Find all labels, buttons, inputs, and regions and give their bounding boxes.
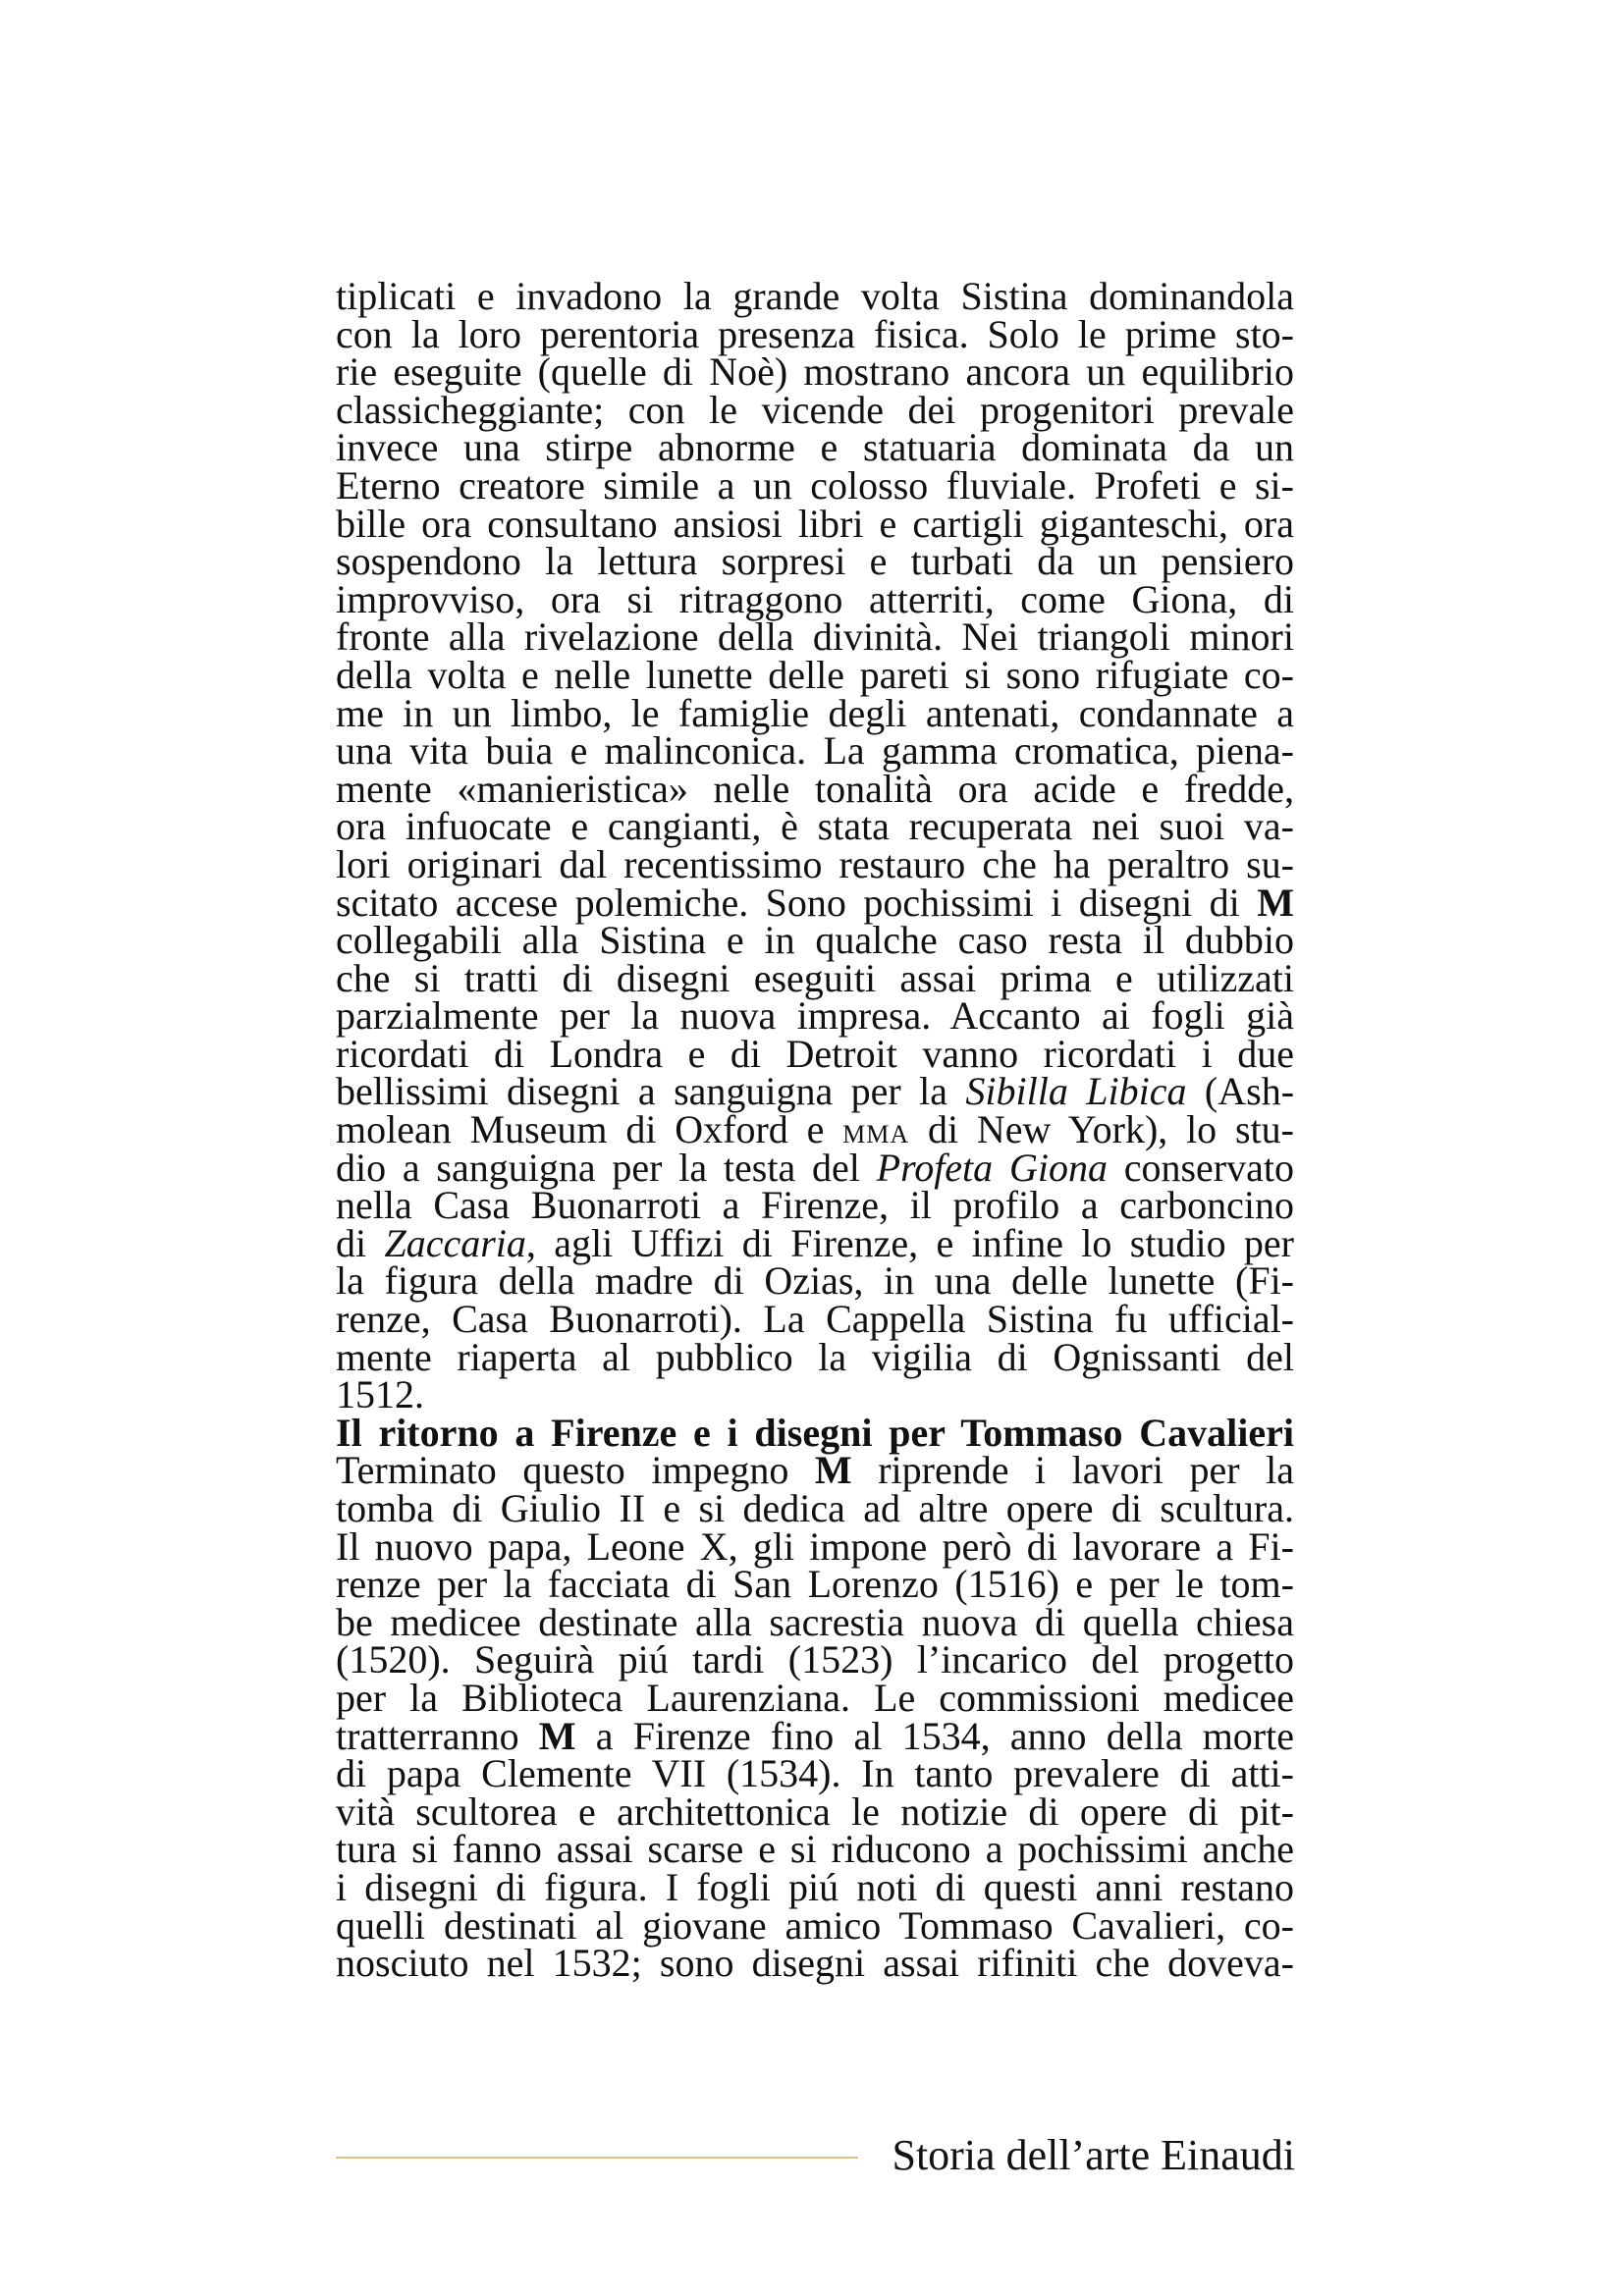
text-segment: di New York), lo stu- bbox=[909, 1107, 1294, 1152]
text-line: classicheggiante; con le vicende dei progenitori prevale bbox=[336, 387, 1294, 432]
text-line: collegabili alla Sistina e in qualche caso resta il dubbio bbox=[336, 918, 1294, 963]
text-segment: bellissimi disegni a sanguigna per la bbox=[336, 1069, 966, 1114]
text-line: Eterno creatore simile a un colosso fluviale. Profeti e si- bbox=[336, 462, 1294, 507]
text-line: sospendono la lettura sorpresi e turbati da un pensiero bbox=[336, 539, 1294, 584]
text-line: tomba di Giulio II e si dedica ad altre opere di scultura. bbox=[336, 1486, 1294, 1530]
text-line bbox=[336, 1220, 1294, 1265]
text-line: renze, Casa Buonarroti). La Cappella Sistina fu ufficial- bbox=[336, 1297, 1294, 1342]
text-line bbox=[336, 1145, 1294, 1190]
text-segment: riprende i lavori per la bbox=[851, 1448, 1294, 1493]
author-abbreviation: M bbox=[538, 1713, 576, 1758]
text-line: be medicee destinate alla sacrestia nuova di quella chiesa bbox=[336, 1599, 1294, 1644]
text-line: mente riaperta al pubblico la vigilia di Ognissanti del bbox=[336, 1334, 1294, 1379]
text-line: nella Casa Buonarroti a Firenze, il profilo a carboncino bbox=[336, 1183, 1294, 1228]
text-line: i disegni di figura. I fogli piú noti di questi anni restano bbox=[336, 1864, 1294, 1909]
text-line: 1512. bbox=[336, 1372, 424, 1417]
text-line: invece una stirpe abnorme e statuaria dominata da un bbox=[336, 425, 1294, 470]
text-line: per la Biblioteca Laurenziana. Le commissioni medicee bbox=[336, 1675, 1294, 1720]
body-text bbox=[336, 274, 1295, 1986]
text-line bbox=[336, 1448, 1294, 1493]
section-heading: Il ritorno a Firenze e i disegni per Tommaso Cavalieri bbox=[336, 1410, 1294, 1455]
text-line: (1520). Seguirà piú tardi (1523) l’incarico del progetto bbox=[336, 1637, 1294, 1682]
text-segment: molean Museum di Oxford e bbox=[336, 1107, 843, 1152]
text-line bbox=[336, 880, 1294, 925]
text-segment: a Firenze fino al 1534, anno della morte bbox=[575, 1713, 1294, 1758]
text-line: tura si fanno assai scarse e si riducono a pochissimi anche bbox=[336, 1827, 1294, 1872]
text-line: me in un limbo, le famiglie degli antenati, condannate a bbox=[336, 690, 1294, 735]
text-segment: scitato accese polemiche. Sono pochissimi i disegni di bbox=[336, 880, 1258, 925]
museum-abbreviation: MMA bbox=[842, 1120, 910, 1149]
text-line: quelli destinati al giovane amico Tommaso Cavalieri, co- bbox=[336, 1902, 1294, 1948]
text-line: vità scultorea e architettonica le notizie di opere di pit- bbox=[336, 1789, 1294, 1834]
text-line bbox=[336, 1107, 1294, 1152]
author-abbreviation: M bbox=[1257, 880, 1294, 925]
text-segment: Terminato questo impegno bbox=[336, 1448, 815, 1493]
text-segment: conservato bbox=[1107, 1145, 1294, 1190]
text-line: nosciuto nel 1532; sono disegni assai rifiniti che doveva- bbox=[336, 1941, 1294, 1986]
text-line: renze per la facciata di San Lorenzo (1516) e per le tom- bbox=[336, 1562, 1294, 1607]
text-line bbox=[336, 1069, 1295, 1114]
text-line bbox=[336, 1713, 1294, 1758]
text-line: la figura della madre di Ozias, in una delle lunette (Fi- bbox=[336, 1258, 1294, 1304]
text-line: lori originari dal recentissimo restauro che ha peraltro su- bbox=[336, 841, 1294, 886]
artwork-title: Sibilla Libica bbox=[965, 1069, 1187, 1114]
text-line: ricordati di Londra e di Detroit vanno ricordati i due bbox=[336, 1031, 1294, 1076]
text-line: che si tratti di disegni eseguiti assai prima e utilizzati bbox=[336, 955, 1294, 1000]
text-segment: tratterranno bbox=[336, 1713, 539, 1758]
text-line: mente «manieristica» nelle tonalità ora acide e fredde, bbox=[336, 766, 1294, 811]
text-segment: , agli Uffizi di Firenze, e infine lo studio per bbox=[525, 1220, 1294, 1265]
footer-title: Storia dell’arte Einaudi bbox=[892, 2131, 1295, 2179]
text-line: con la loro perentoria presenza fisica. Solo le prime sto- bbox=[336, 311, 1294, 356]
text-line: di papa Clemente VII (1534). In tanto prevalere di atti- bbox=[336, 1751, 1294, 1796]
text-line: fronte alla rivelazione della divinità. Nei triangoli minori bbox=[336, 614, 1294, 660]
artwork-title: Zaccaria bbox=[384, 1220, 526, 1265]
text-line: bille ora consultano ansiosi libri e cartigli giganteschi, ora bbox=[336, 501, 1294, 546]
text-line: una vita buia e malinconica. La gamma cromatica, piena- bbox=[336, 728, 1294, 774]
text-line: rie eseguite (quelle di Noè) mostrano ancora un equilibrio bbox=[336, 349, 1294, 395]
footer-rule bbox=[336, 2157, 858, 2159]
text-line: parzialmente per la nuova impresa. Accanto ai fogli già bbox=[336, 993, 1294, 1039]
text-line: ora infuocate e cangianti, è stata recuperata nei suoi va- bbox=[336, 804, 1294, 849]
text-line: improvviso, ora si ritraggono atterriti, come Giona, di bbox=[336, 576, 1294, 621]
text-line: Il nuovo papa, Leone X, gli impone però di lavorare a Fi- bbox=[336, 1523, 1294, 1569]
text-segment: (Ash- bbox=[1186, 1069, 1295, 1114]
text-segment: dio a sanguigna per la testa del bbox=[336, 1145, 877, 1190]
text-line: della volta e nelle lunette delle pareti si sono rifugiate co- bbox=[336, 652, 1294, 697]
author-abbreviation: M bbox=[814, 1448, 852, 1493]
artwork-title: Profeta Giona bbox=[876, 1145, 1108, 1190]
text-segment: di bbox=[336, 1220, 385, 1265]
text-line: tiplicati e invadono la grande volta Sistina dominandola bbox=[336, 274, 1294, 318]
